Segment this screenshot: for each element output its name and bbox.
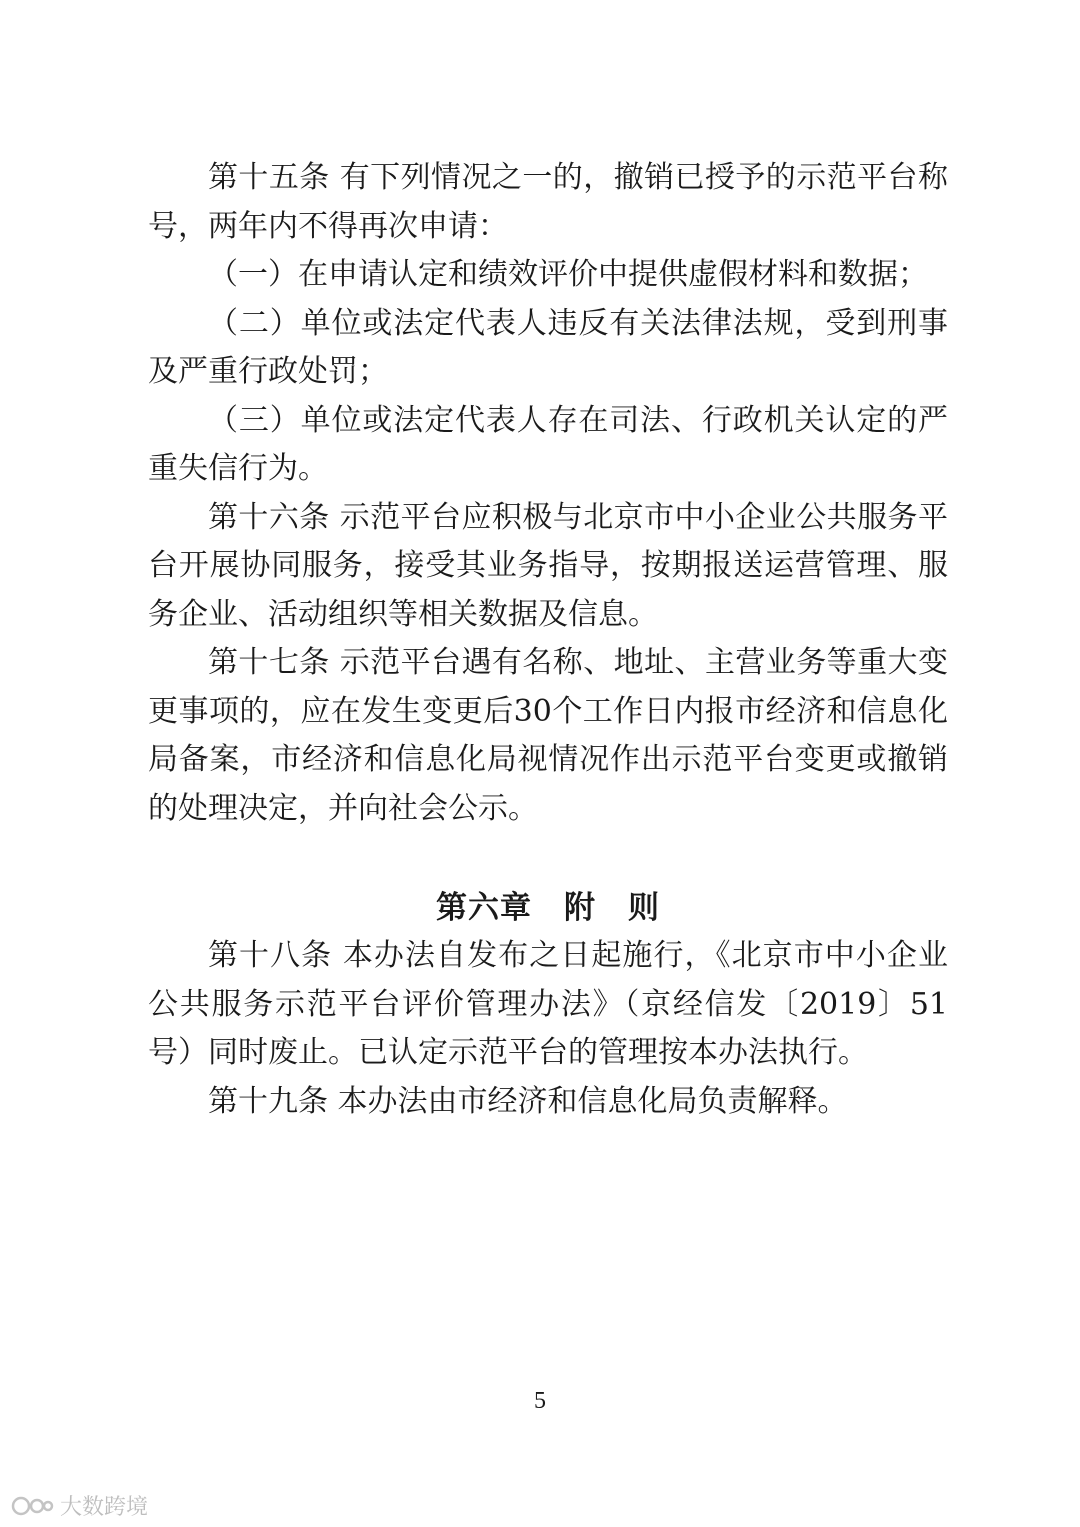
page-number: 5 xyxy=(534,1388,546,1414)
article-15-item-1: （一）在申请认定和绩效评价中提供虚假材料和数据； xyxy=(208,257,928,292)
article-15-item-2: （二）单位或法定代表人违反有关法律法规，受到刑事及严重行政处罚； xyxy=(148,305,948,389)
watermark xyxy=(10,1490,148,1521)
article-15-item-3: （三）单位或法定代表人存在司法、行政机关认定的严重失信行为。 xyxy=(148,402,948,486)
watermark-text: 大数跨境 xyxy=(60,1495,149,1520)
body-text-section-2 xyxy=(148,932,948,1126)
article-16: 第十六条 示范平台应积极与北京市中小企业公共服务平台开展协同服务，接受其业务指导，按期报送运营管理、服务企业、活动组织等相关数据及信息。 xyxy=(148,499,948,632)
article-17: 第十七条 示范平台遇有名称、地址、主营业务等重大变更事项的，应在发生变更后30个工作日内报市经济和信息化局备案，市经济和信息化局视情况作出示范平台变更或撤销的处理决定，并向社会公示。 xyxy=(148,645,948,826)
chapter-heading: 第六章 附 则 xyxy=(436,890,660,926)
article-18: 第十八条 本办法自发布之日起施行，《北京市中小企业公共服务示范平台评价管理办法》（京经信发〔2019〕51号）同时废止。已认定示范平台的管理按本办法执行。 xyxy=(148,938,948,1070)
article-19: 第十九条 本办法由市经济和信息化局负责解释。 xyxy=(208,1083,848,1119)
logo-icon xyxy=(10,1495,54,1517)
body-text-section-1 xyxy=(148,154,948,833)
article-15: 第十五条 有下列情况之一的，撤销已授予的示范平台称号，两年内不得再次申请： xyxy=(148,160,948,244)
